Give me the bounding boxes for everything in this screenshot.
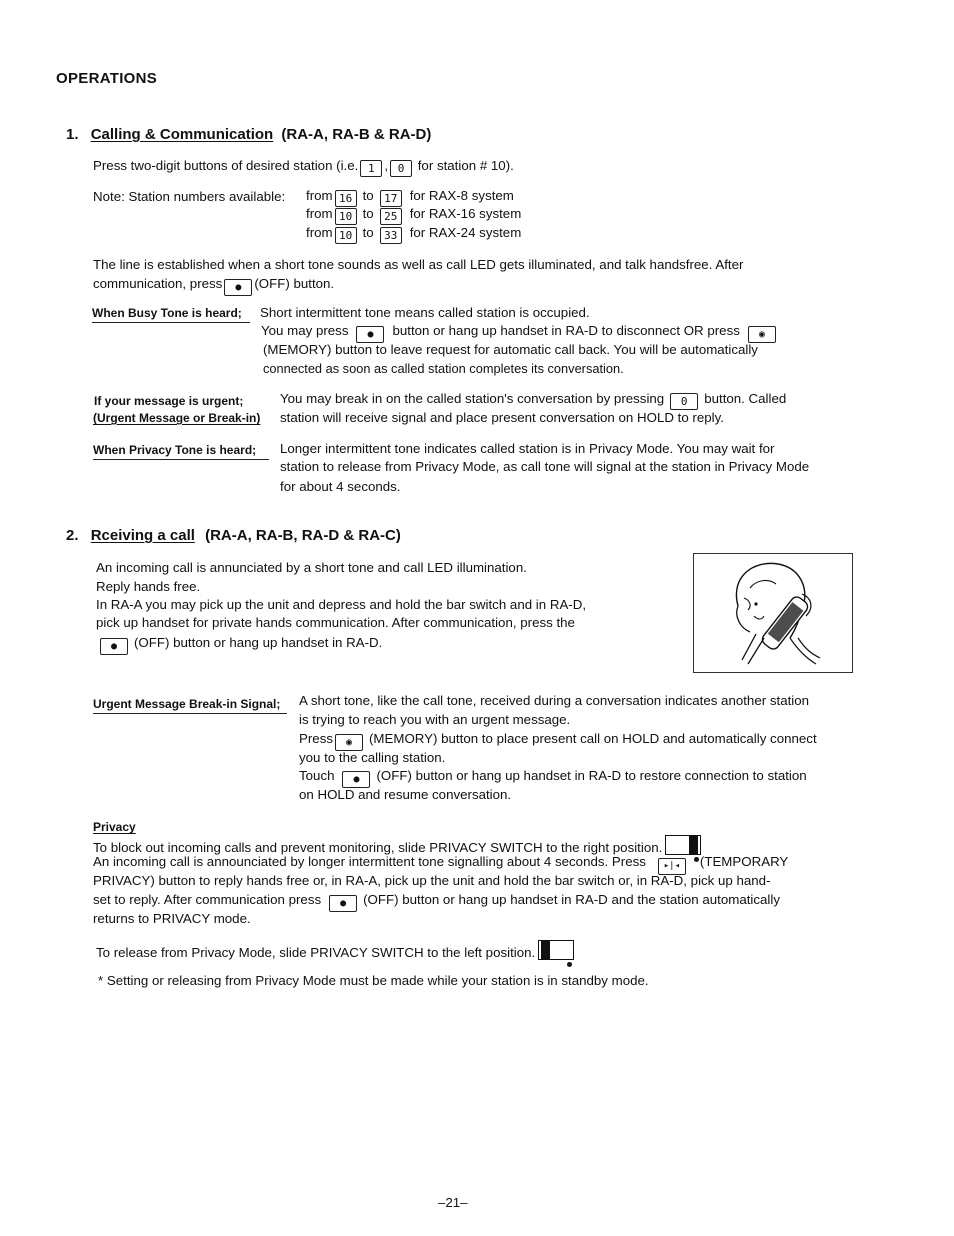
break-in-line-3: [299, 730, 817, 751]
urgent-line-2: station will receive signal and place present conversation on HOLD to reply.: [280, 410, 724, 425]
privacy-text-2: (TEMPORARY: [699, 854, 789, 869]
press-text: Press two-digit buttons of desired station (i.e.: [93, 158, 359, 173]
row-from: from: [306, 188, 333, 203]
line-paragraph-1: The line is established when a short tone sounds as well as call LED gets illuminated, and talk handsfree. After: [93, 257, 744, 272]
privacy-tone-label: When Privacy Tone is heard;: [93, 443, 257, 457]
busy-label-underline: [92, 322, 250, 323]
station-row-rax16: [306, 205, 521, 225]
row-system: for RAX-8 system: [409, 188, 514, 203]
section-1-title: [66, 126, 431, 143]
busy-line-4: connected as soon as called station completes its conversation.: [263, 361, 624, 376]
row-from: from: [306, 206, 333, 221]
section-2-number: 2.: [66, 527, 79, 544]
row-from: from: [306, 225, 333, 240]
section-2-title: [66, 527, 401, 544]
busy-tone-label: When Busy Tone is heard;: [92, 306, 242, 320]
section-1-title-models: (RA-A, RA-B & RA-D): [281, 126, 432, 143]
break-in-line-4: you to the calling station.: [299, 750, 446, 765]
receive-text: (OFF) button or hang up handset in RA-D.: [134, 635, 383, 650]
off-key-icon: ●: [100, 638, 128, 655]
privacy-text-2: (OFF) button or hang up handset in RA-D and the station automatically: [363, 892, 780, 907]
break-in-text: Press: [299, 731, 333, 746]
busy-line-1: Short intermittent tone means called station is occupied.: [260, 305, 590, 320]
key-station-to: 33: [380, 227, 402, 244]
memory-key-icon: ◉: [335, 734, 363, 751]
separator: ,: [384, 158, 389, 173]
press-text-end: for station # 10).: [417, 158, 514, 173]
row-to: to: [362, 206, 374, 221]
privacy-label-underline: [93, 459, 269, 460]
key-station-to: 25: [380, 208, 402, 225]
receive-line-2: Reply hands free.: [96, 579, 201, 594]
busy-line-2: [261, 322, 778, 343]
busy-line-3: (MEMORY) button to leave request for automatic call back. You will be automatically: [263, 342, 758, 357]
receive-line-5: [96, 634, 382, 655]
off-key-icon: ●: [329, 895, 357, 912]
privacy-text: set to reply. After communication press: [93, 892, 322, 907]
urgent-label: If your message is urgent;: [94, 394, 244, 408]
urgent-text: You may break in on the called station's conversation by pressing: [280, 391, 665, 406]
section-1-title-main: Calling & Communication: [90, 126, 274, 143]
note-label: Note: Station numbers available:: [93, 189, 286, 204]
standby-note: * Setting or releasing from Privacy Mode must be made while your station is in standby mode.: [98, 973, 649, 988]
release-text: To release from Privacy Mode, slide PRIVACY SWITCH to the left position.: [96, 945, 536, 960]
press-instruction: [93, 157, 514, 177]
line-text: communication, press: [93, 276, 223, 291]
off-key-icon: ●: [342, 771, 370, 788]
break-in-line-1: A short tone, like the call tone, received during a conversation indicates another station: [299, 693, 810, 708]
urgent-text-end: button. Called: [704, 391, 787, 406]
key-0: 0: [390, 160, 412, 177]
receive-line-3: In RA-A you may pick up the unit and depress and hold the bar switch and in RA-D,: [96, 597, 587, 612]
key-0: 0: [670, 393, 698, 410]
break-in-label-underline: [93, 713, 287, 714]
section-1-number: 1.: [66, 126, 79, 143]
break-in-line-2: is trying to reach you with an urgent message.: [299, 712, 571, 727]
line-paragraph-2: [93, 275, 334, 296]
off-key-icon: ●: [356, 326, 384, 343]
handset-illustration: [693, 553, 853, 673]
break-in-text: Touch: [299, 768, 335, 783]
key-station-from: 10: [335, 227, 357, 244]
urgent-line-1: [280, 390, 786, 410]
privacy-switch-right-icon: [665, 835, 701, 855]
row-to: to: [362, 188, 374, 203]
station-row-rax24: [306, 224, 521, 244]
privacy-line-2: station to release from Privacy Mode, as call tone will signal at the station in Privacy Mode: [280, 459, 810, 474]
temporary-privacy-key-icon: ▸|◂: [658, 858, 686, 875]
privacy-para-line-3: PRIVACY) button to reply hands free or, in RA-A, pick up the unit and hold the bar switch or, in RA-D, pick up hand-: [93, 873, 771, 888]
privacy-label: Privacy: [93, 820, 136, 834]
section-2-title-models: (RA-A, RA-B, RA-D & RA-C): [205, 527, 401, 544]
memory-key-icon: ◉: [748, 326, 776, 343]
line-text-end: (OFF) button.: [254, 276, 335, 291]
key-station-from: 16: [335, 190, 357, 207]
busy-text-2: button or hang up handset in RA-D to disconnect OR press: [392, 323, 740, 338]
receive-line-1: An incoming call is annunciated by a short tone and call LED illumination.: [96, 560, 527, 575]
break-in-line-6: on HOLD and resume conversation.: [299, 787, 512, 802]
row-system: for RAX-24 system: [409, 225, 522, 240]
busy-text: You may press: [261, 323, 349, 338]
station-row-rax8: [306, 187, 514, 207]
off-key-icon: ●: [224, 279, 252, 296]
privacy-switch-left-icon: [538, 940, 574, 960]
release-instruction: [96, 940, 574, 962]
privacy-line-1: Longer intermittent tone indicates called station is in Privacy Mode. You may wait for: [280, 441, 775, 456]
person-with-handset-icon: [694, 554, 852, 672]
break-in-signal-label: Urgent Message Break-in Signal;: [93, 697, 281, 711]
privacy-para-line-4: [93, 891, 780, 912]
break-in-line-5: [299, 767, 807, 788]
receive-line-4: pick up handset for private hands communication. After communication, press the: [96, 615, 575, 630]
page-heading: OPERATIONS: [56, 70, 158, 87]
urgent-label-sub: (Urgent Message or Break-in): [93, 411, 261, 425]
privacy-line-3: for about 4 seconds.: [280, 479, 401, 494]
privacy-para-line-5: returns to PRIVACY mode.: [93, 911, 251, 926]
privacy-text: An incoming call is announciated by longer intermittent tone signalling about 4 seconds. Press: [93, 854, 646, 869]
key-1: 1: [360, 160, 382, 177]
row-system: for RAX-16 system: [409, 206, 522, 221]
key-station-from: 10: [335, 208, 357, 225]
page-number: –21–: [438, 1195, 468, 1210]
break-in-text-2: (OFF) button or hang up handset in RA-D to restore connection to station: [376, 768, 807, 783]
section-2-title-main: Rceiving a call: [90, 527, 195, 544]
break-in-text-2: (MEMORY) button to place present call on HOLD and automatically connect: [369, 731, 817, 746]
key-station-to: 17: [380, 190, 402, 207]
privacy-text: To block out incoming calls and prevent monitoring, slide PRIVACY SWITCH to the right position.: [93, 840, 663, 855]
row-to: to: [362, 225, 374, 240]
